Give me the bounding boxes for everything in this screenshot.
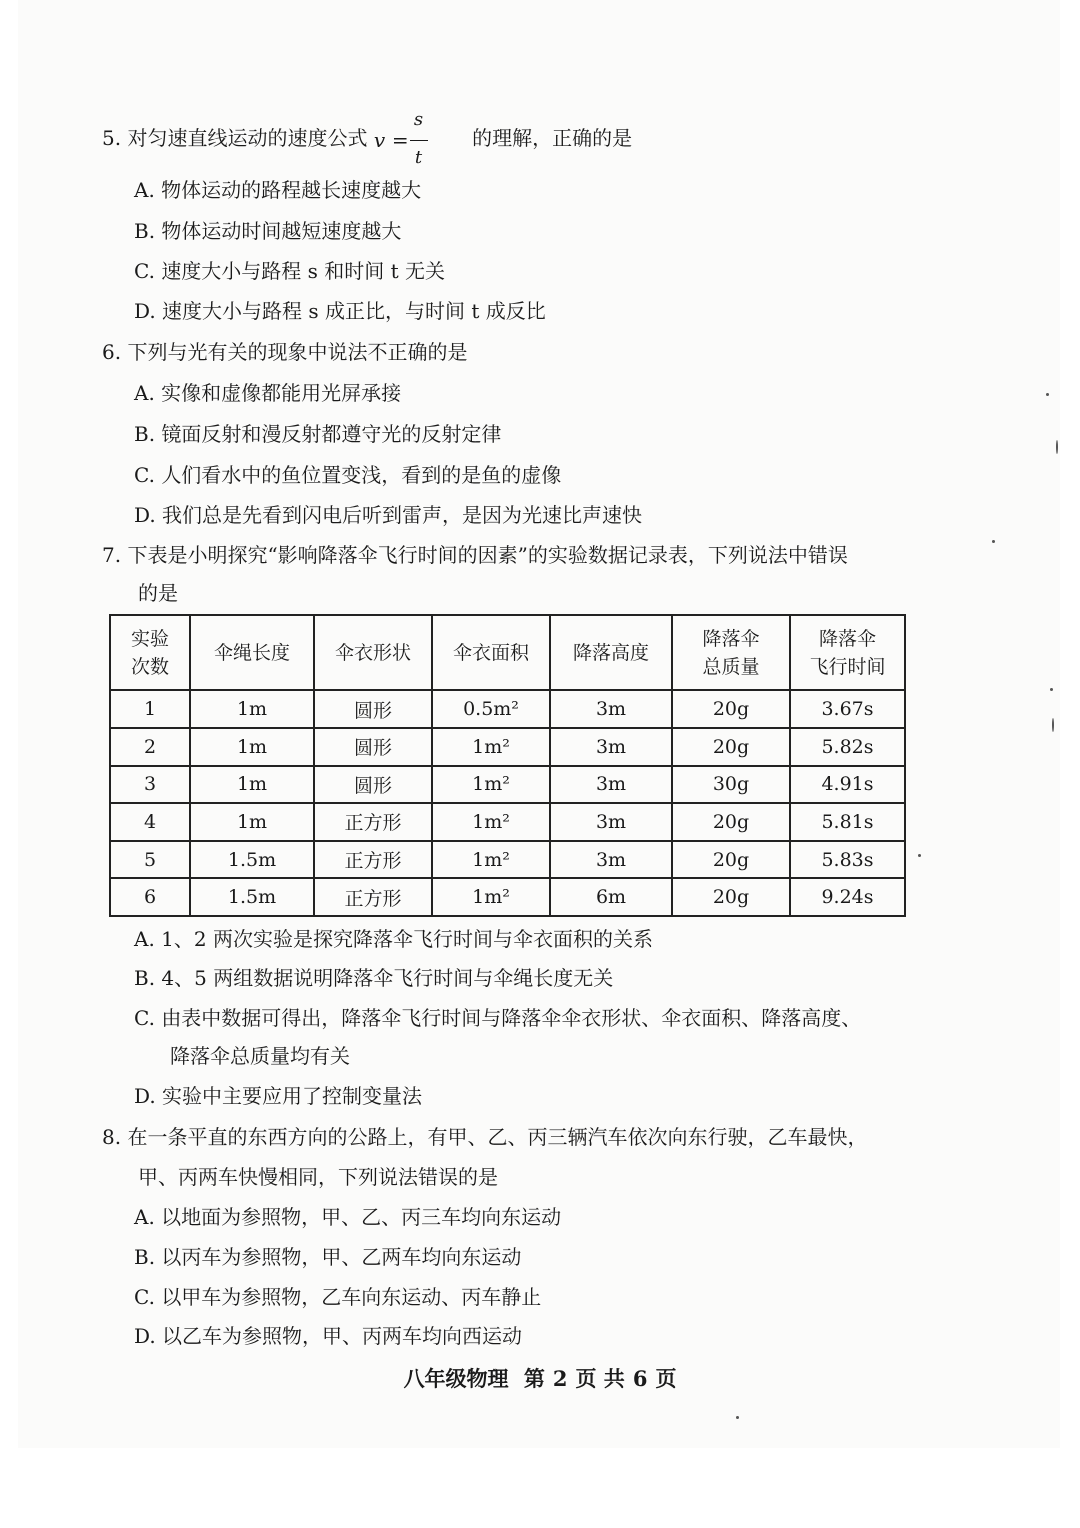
formula-denominator: t [414,146,423,168]
q6-option-c: C. 人们看水中的鱼位置变浅，看到的是鱼的虚像 [134,463,562,487]
table-cell: 1m² [432,728,550,766]
q8-option-c: C. 以甲车为参照物，乙车向东运动、丙车静止 [134,1285,542,1309]
formula-numerator: s [413,108,424,130]
table-cell: 1m² [432,766,550,804]
table-cell: 正方形 [314,878,432,916]
question-number: 5. [102,126,122,150]
footer-total-pages: 6 [632,1366,648,1391]
q7-option-b: B. 4、5 两组数据说明降落伞飞行时间与伞绳长度无关 [134,966,614,990]
scan-mark [1052,718,1054,732]
question-text-tail: 的理解，正确的是 [472,126,633,150]
table-cell: 1.5m [190,878,314,916]
table-cell: 3 [110,766,190,804]
q8-option-a: A. 以地面为参照物，甲、乙、丙三车均向东运动 [134,1205,562,1229]
table-cell: 1m [190,690,314,728]
q7-option-c-continued: 降落伞总质量均有关 [170,1044,350,1068]
table-cell: 1.5m [190,841,314,879]
header-canopy-area: 伞衣面积 [432,615,550,690]
scan-mark [1046,393,1049,396]
table-cell: 5 [110,841,190,879]
table-cell: 3m [550,728,672,766]
table-cell: 1m [190,728,314,766]
table-cell: 圆形 [314,728,432,766]
q6-option-a: A. 实像和虚像都能用光屏承接 [134,381,402,405]
question-text: 对匀速直线运动的速度公式 [127,126,368,150]
q5-option-a: A. 物体运动的路程越长速度越大 [134,178,422,202]
table-cell: 6m [550,878,672,916]
table-cell: 1m [190,803,314,841]
table-cell: 5.83s [790,841,905,879]
table-cell: 圆形 [314,690,432,728]
table-row [110,878,905,916]
experiment-data-table [109,614,906,917]
table-cell: 3.67s [790,690,905,728]
footer-page-suffix: 页 [655,1366,677,1391]
question-5-stem [102,108,633,168]
table-cell: 6 [110,878,190,916]
table-cell: 3m [550,841,672,879]
table-cell: 1m² [432,803,550,841]
header-trial: 实验 次数 [110,615,190,690]
table-cell: 20g [672,690,790,728]
header-cord-length: 伞绳长度 [190,615,314,690]
table-row [110,803,905,841]
table-row [110,728,905,766]
table-row [110,690,905,728]
page-footer [0,1363,1080,1393]
scan-mark [1050,688,1053,691]
table-cell: 3m [550,690,672,728]
question-8-stem-line2: 甲、丙两车快慢相同，下列说法错误的是 [138,1165,498,1189]
question-7-stem: 7. 下表是小明探究“影响降落伞飞行时间的因素”的实验数据记录表，下列说法中错误 [102,543,848,567]
q5-option-d: D. 速度大小与路程 s 成正比，与时间 t 成反比 [134,299,546,323]
header-canopy-shape: 伞衣形状 [314,615,432,690]
table-cell: 4 [110,803,190,841]
footer-page-prefix: 第 [523,1366,545,1391]
table-cell: 5.82s [790,728,905,766]
q6-option-b: B. 镜面反射和漫反射都遵守光的反射定律 [134,422,502,446]
table-cell: 1m² [432,841,550,879]
table-cell: 1m² [432,878,550,916]
q7-option-d: D. 实验中主要应用了控制变量法 [134,1084,423,1108]
q8-option-b: B. 以丙车为参照物，甲、乙两车均向东运动 [134,1245,522,1269]
table-header-row [110,615,905,690]
scan-mark [992,540,995,543]
q7-option-c: C. 由表中数据可得出，降落伞飞行时间与降落伞伞衣形状、伞衣面积、降落高度、 [134,1006,862,1030]
scan-mark [1056,440,1058,454]
table-cell: 20g [672,803,790,841]
table-cell: 3m [550,803,672,841]
table-cell: 正方形 [314,841,432,879]
scan-mark [736,1416,739,1419]
header-total-mass: 降落伞 总质量 [672,615,790,690]
footer-page-number: 2 [552,1366,568,1391]
fraction-bar [410,140,428,142]
table-cell: 0.5m² [432,690,550,728]
header-flight-time: 降落伞 飞行时间 [790,615,905,690]
q5-option-c: C. 速度大小与路程 s 和时间 t 无关 [134,259,446,283]
table-cell: 9.24s [790,878,905,916]
speed-formula [373,108,466,168]
q8-option-d: D. 以乙车为参照物，甲、丙两车均向西运动 [134,1324,523,1348]
formula-lhs: v [373,127,386,152]
q5-option-b: B. 物体运动时间越短速度越大 [134,219,402,243]
table-cell: 2 [110,728,190,766]
table-cell: 4.91s [790,766,905,804]
table-cell: 5.81s [790,803,905,841]
table-cell: 20g [672,878,790,916]
formula-equals: = [391,127,409,152]
table-cell: 20g [672,841,790,879]
q6-option-d: D. 我们总是先看到闪电后听到雷声，是因为光速比声速快 [134,503,643,527]
question-7-stem-line2: 的是 [138,581,178,605]
question-6-stem: 6. 下列与光有关的现象中说法不正确的是 [102,340,468,364]
footer-page-mid: 页 共 [575,1366,625,1391]
table-cell: 正方形 [314,803,432,841]
header-drop-height: 降落高度 [550,615,672,690]
table-cell: 圆形 [314,766,432,804]
table-cell: 30g [672,766,790,804]
table-row [110,766,905,804]
question-8-stem: 8. 在一条平直的东西方向的公路上，有甲、乙、丙三辆汽车依次向东行驶，乙车最快， [102,1125,868,1149]
table-row [110,841,905,879]
footer-subject: 八年级物理 [403,1366,509,1391]
table-cell: 3m [550,766,672,804]
table-cell: 1 [110,690,190,728]
q7-option-a: A. 1、2 两次实验是探究降落伞飞行时间与伞衣面积的关系 [134,927,653,951]
scan-mark [918,854,921,857]
table-cell: 1m [190,766,314,804]
table-cell: 20g [672,728,790,766]
